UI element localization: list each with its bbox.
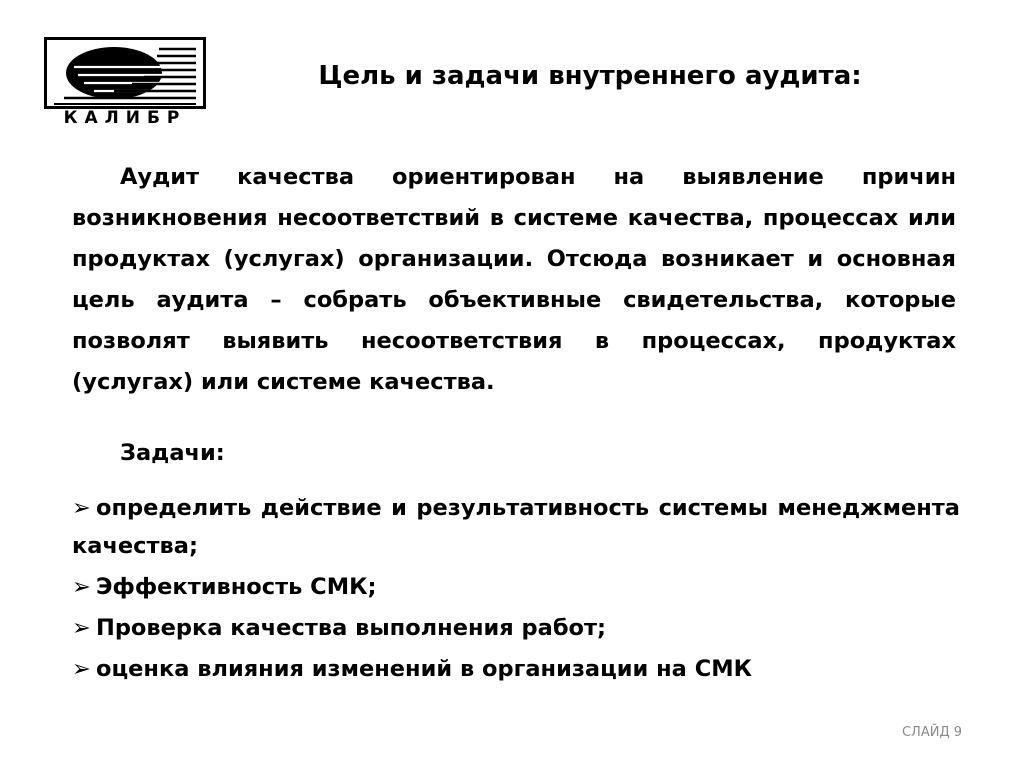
- list-item: [72, 650, 960, 688]
- task-text: оценка влияния изменений в организации на СМК: [96, 656, 752, 682]
- tasks-list: [72, 489, 960, 691]
- logo-emblem-icon: [44, 37, 206, 109]
- list-item: [72, 609, 960, 647]
- slide-title: Цель и задачи внутреннего аудита:: [318, 61, 862, 91]
- kalibr-logo: [44, 37, 206, 129]
- list-item: [72, 489, 960, 565]
- main-paragraph: [72, 157, 956, 403]
- logo-text: КАЛИБР: [63, 108, 187, 128]
- tasks-heading: Задачи:: [120, 440, 225, 466]
- arrow-bullet-icon: ➢: [72, 495, 91, 521]
- arrow-bullet-icon: ➢: [72, 615, 91, 641]
- slide-number: СЛАЙД 9: [901, 725, 962, 740]
- arrow-bullet-icon: ➢: [72, 656, 91, 682]
- task-text: определить действие и результативность системы менеджмента качества;: [72, 495, 960, 559]
- arrow-bullet-icon: ➢: [72, 574, 91, 600]
- list-item: [72, 568, 960, 606]
- task-text: Эффективность СМК;: [96, 574, 377, 600]
- paragraph-text: Аудит качества ориентирован на выявление причин возникновения несоответствий в системе качества, процессах или продуктах (услугах) организации. Отсюда возникает и основная цель аудита – собрать объективные свидетельства, которые позволят выявить несоответствия в процессах, продуктах (услугах) или системе качества.: [72, 164, 956, 395]
- task-text: Проверка качества выполнения работ;: [96, 615, 607, 641]
